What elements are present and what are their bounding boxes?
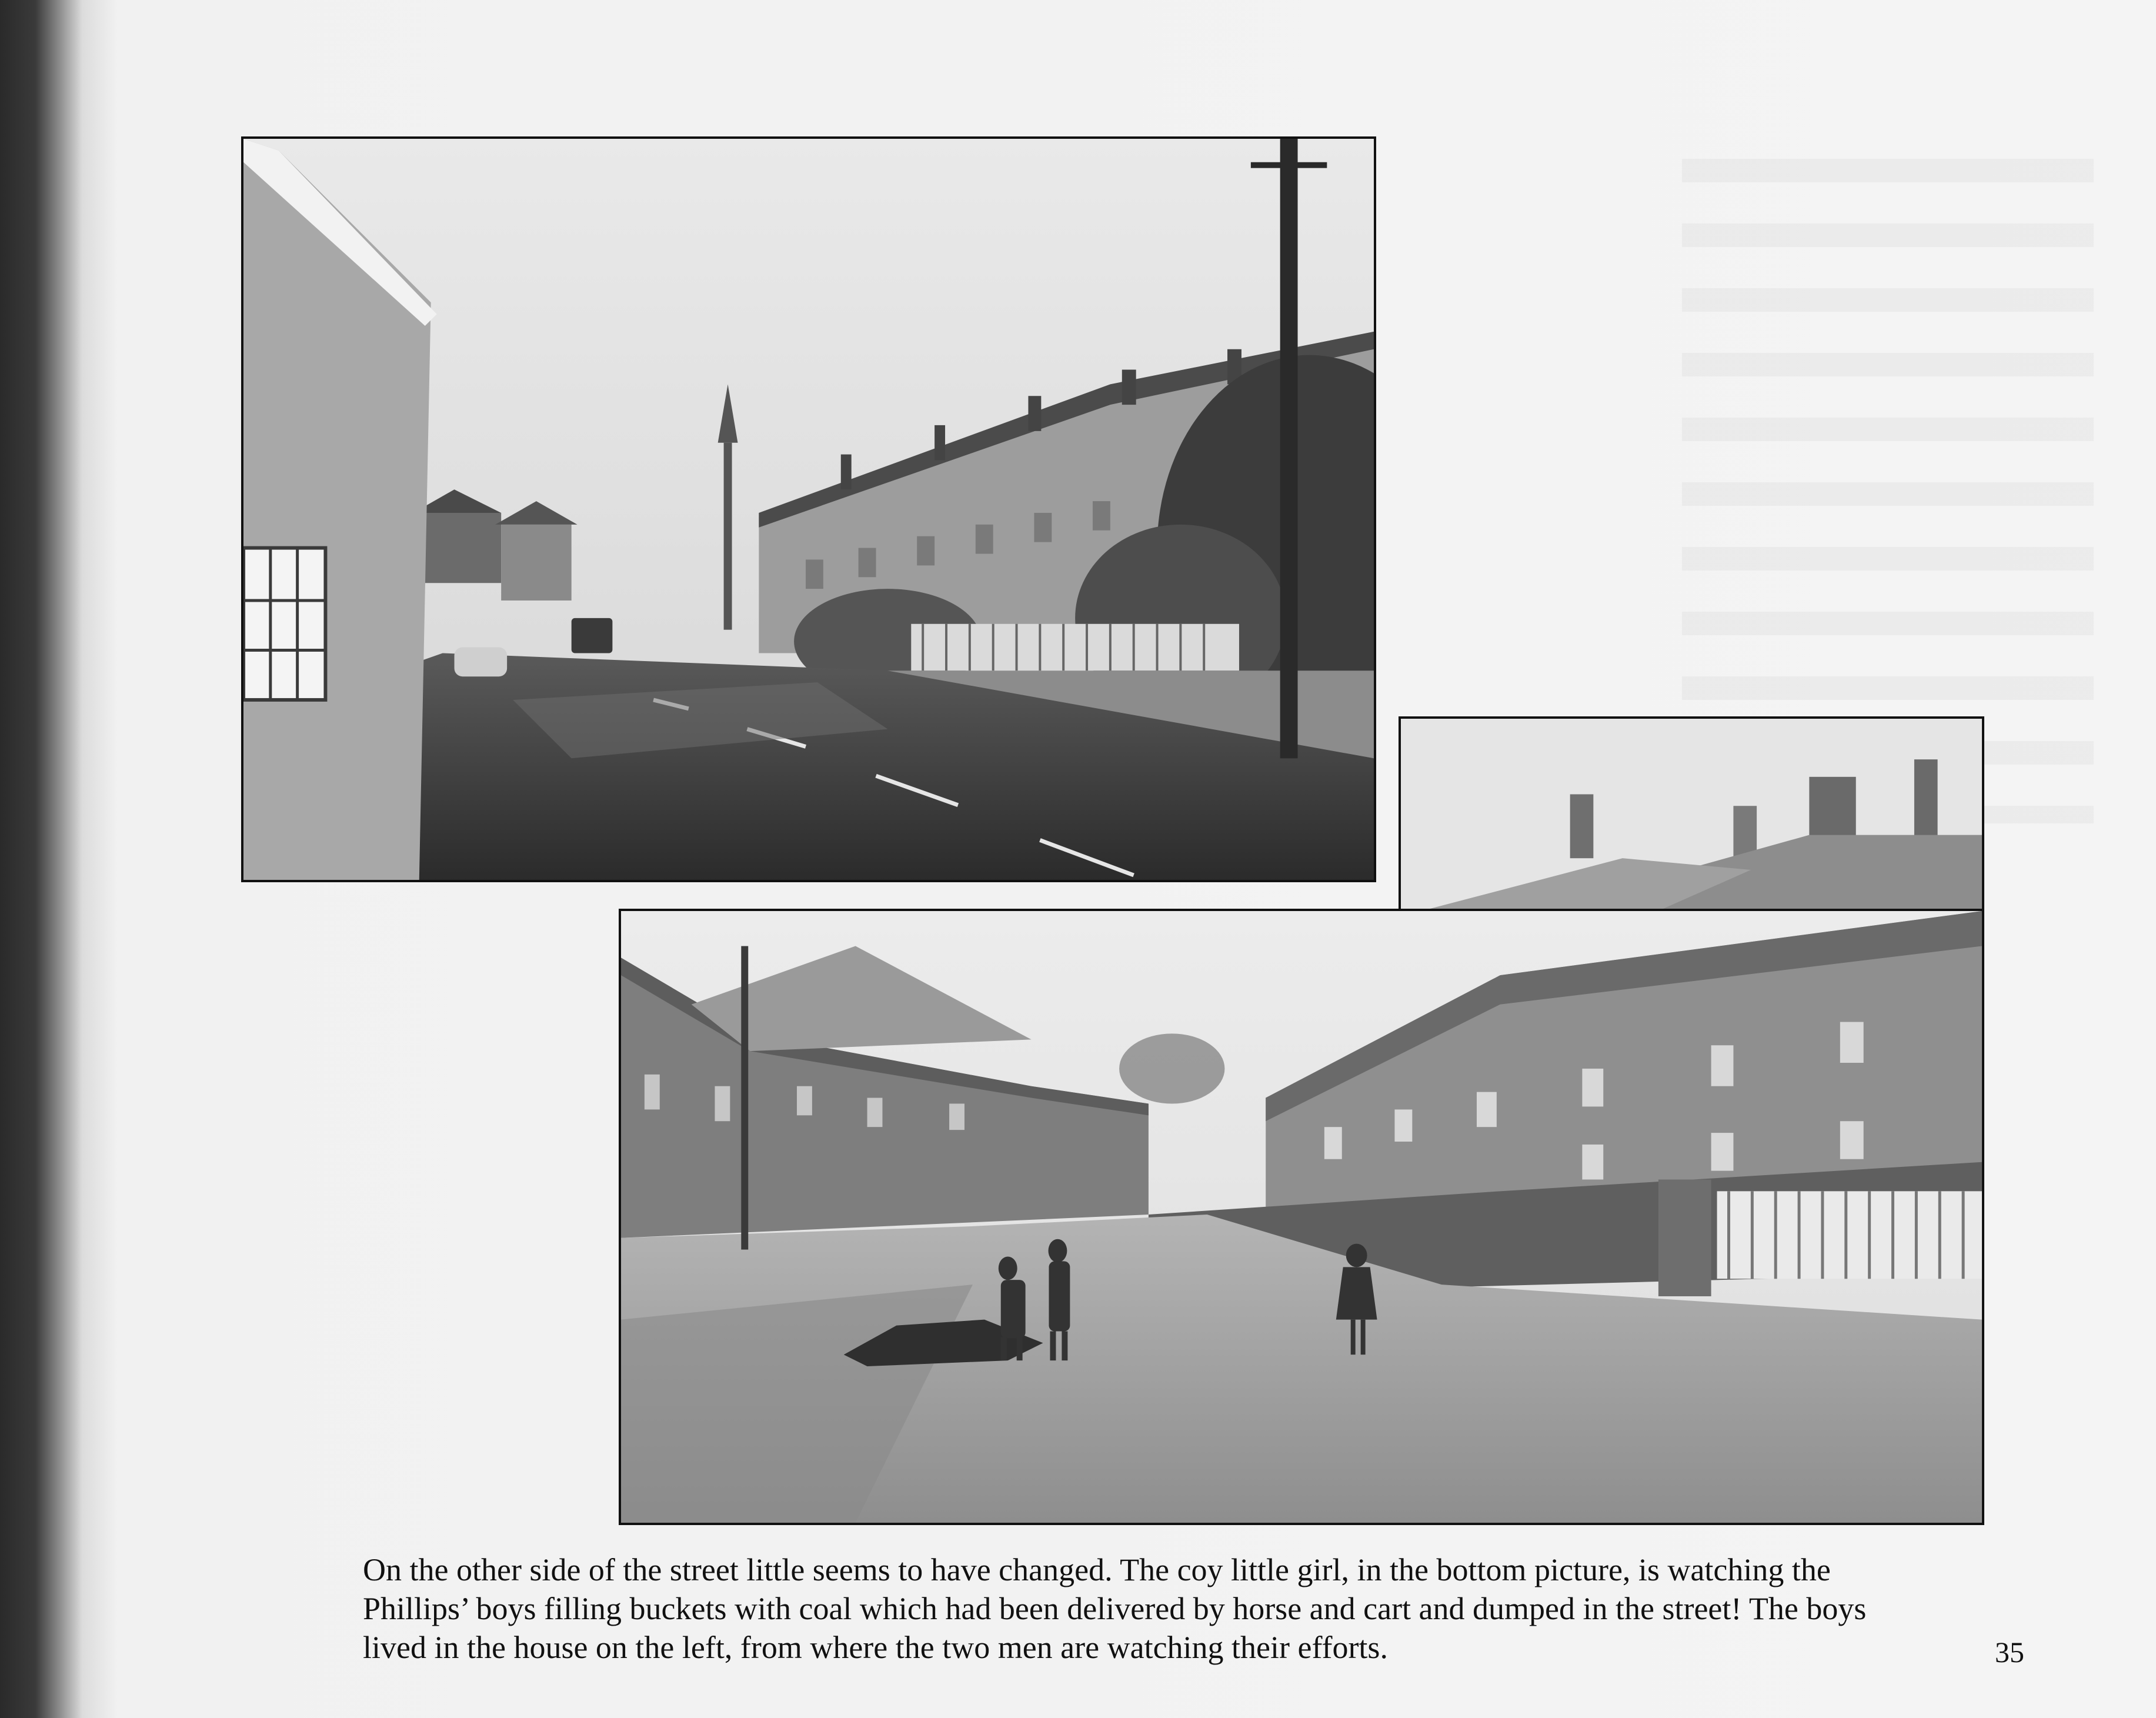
page-number: 35 <box>1995 1636 2024 1669</box>
bottom-photograph-image <box>621 911 1982 1523</box>
caption <box>363 1550 1880 1667</box>
bottom-photograph-upper <box>1399 716 1984 916</box>
top-photograph-image <box>243 139 1374 880</box>
caption-line-3: lived in the house on the left, from where the two men are watching their efforts. <box>363 1630 1388 1665</box>
bottom-photograph-upper-image <box>1401 719 1982 916</box>
caption-line-2: Phillips’ boys filling buckets with coal which had been delivered by horse and cart and dumped in the street! The boys <box>363 1591 1867 1626</box>
caption-line-1: On the other side of the street little seems to have changed. The coy little girl, in the bottom picture, is watching the <box>363 1552 1831 1587</box>
top-photograph <box>241 136 1376 882</box>
bottom-photograph <box>619 909 1984 1525</box>
